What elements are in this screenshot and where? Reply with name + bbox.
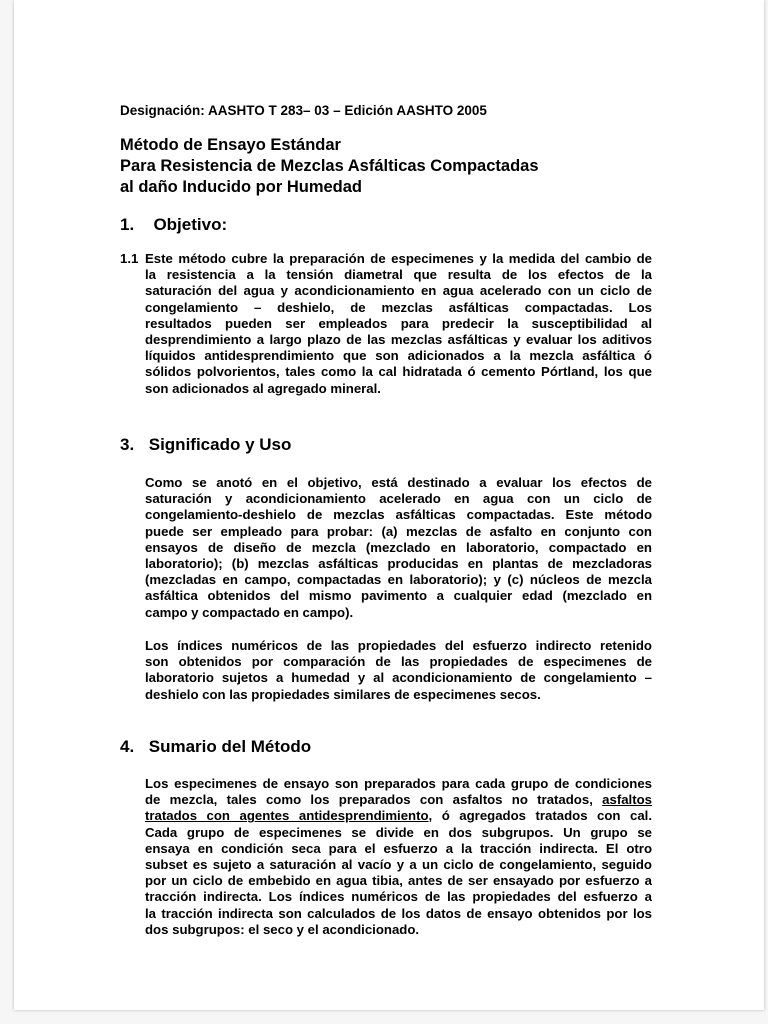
paragraph-line: Los índices numéricos de las propiedades del esfuerzo indirecto retenido	[145, 638, 652, 653]
paragraph-line: tratados con agentes antidesprendimiento, ó agregados tratados con cal.	[145, 808, 652, 824]
paragraph-line: 1.1 Este método cubre la preparación de especimenes y la medida del cambio de	[120, 251, 652, 266]
paragraph-line: resultados pueden ser empleados para predecir la susceptibilidad al	[145, 315, 652, 331]
section-title: Significado y Uso	[148, 435, 292, 454]
underlined-text: tratados con agentes antidesprendimiento	[145, 808, 429, 824]
paragraph-significado-2	[145, 638, 652, 703]
paragraph-line: líquidos antidesprendimiento que son adicionados a la mezcla asfáltica ó	[145, 348, 652, 364]
section-heading-sumario	[120, 737, 311, 757]
paragraph-line: subset es sujeto a saturación al vacío y a un ciclo de congelamiento, seguido	[145, 857, 652, 873]
section-title: Objetivo:	[153, 215, 228, 234]
paragraph-line: (mezcladas en campo, compactadas en laboratorio); y (c) núcleos de mezcla	[145, 572, 652, 588]
title-line: al daño Inducido por Humedad	[120, 178, 363, 196]
paragraph-number: 1.1	[120, 251, 139, 266]
paragraph-line: laboratorio); (b) mezclas asfálticas producidas en plantas de mezcladoras	[145, 556, 652, 572]
designation-line: Designación: AASHTO T 283– 03 – Edición AASHTO 2005	[120, 103, 487, 118]
paragraph-line: Cada grupo de especimenes se divide en dos subgrupos. Un grupo se	[145, 824, 652, 840]
section-heading-objetivo	[120, 215, 227, 235]
section-title: Sumario del Método	[148, 737, 312, 756]
paragraph-significado-1	[145, 475, 652, 621]
paragraph-line: tracción indirecta. Los índices numéricos de las propiedades del esfuerzo a	[145, 889, 652, 905]
paragraph-line: la resistencia a la tensión diametral que resulta de los efectos de la	[145, 267, 652, 283]
paragraph-line: deshielo con las propiedades similares de especimenes secos.	[145, 686, 541, 702]
paragraph-line: son adicionados al agregado mineral.	[145, 380, 381, 396]
paragraph-line: ensayos de diseño de mezcla (mezclado en laboratorio, compactado en	[145, 539, 652, 555]
section-heading-significado	[120, 435, 291, 455]
paragraph-line: puede ser empleado para probar: (a) mezclas de asfalto en conjunto con	[145, 523, 652, 539]
paragraph-line: son obtenidos por comparación de las propiedades de especimenes de	[145, 654, 652, 670]
title-line: Método de Ensayo Estándar	[120, 136, 341, 154]
paragraph-line: saturación del agua y acondicionamiento en agua acelerado con un ciclo de	[145, 283, 652, 299]
paragraph-sumario	[145, 776, 652, 938]
underlined-text: asfaltos	[602, 792, 652, 808]
paragraph-line: de mezcla, tales como los preparados con asfaltos no tratados, asfaltos	[145, 792, 652, 808]
paragraph-line: asfáltica obtenidos del mismo pavimento a cualquier edad (mezclado en	[145, 588, 652, 604]
section-number: 1.	[120, 215, 135, 234]
section-number: 3.	[120, 435, 135, 454]
paragraph-line: la tracción indirecta son calculados de los datos de ensayo obtenidos por los	[145, 905, 652, 921]
paragraph-line: dos subgrupos: el seco y el acondicionado.	[145, 921, 420, 937]
paragraph-line: Como se anotó en el objetivo, está destinado a evaluar los efectos de	[145, 475, 652, 490]
paragraph-line: Los especimenes de ensayo son preparados para cada grupo de condiciones	[145, 776, 652, 791]
paragraph-objetivo	[120, 251, 652, 397]
paragraph-line: por un ciclo de embebido en agua tibia, antes de ser ensayado por esfuerzo a	[145, 873, 652, 889]
paragraph-line: saturación y acondicionamiento acelerado en agua con un ciclo de	[145, 491, 652, 507]
paragraph-line: congelamiento-deshielo de mezclas asfálticas compactadas. Este método	[145, 507, 652, 523]
paragraph-line: sólidos polvorientos, tales como la cal hidratada ó cemento Pórtland, los que	[145, 364, 652, 380]
paragraph-line: campo y compactado en campo).	[145, 604, 354, 620]
paragraph-line: ensaya en condición seca para el esfuerzo a la tracción indirecta. El otro	[145, 840, 652, 856]
section-number: 4.	[120, 737, 135, 756]
title-line: Para Resistencia de Mezclas Asfálticas Compactadas	[120, 157, 539, 175]
paragraph-line: desprendimiento a largo plazo de las mezclas asfálticas y evaluar los aditivos	[145, 332, 652, 348]
document-title	[120, 135, 680, 198]
document-page	[14, 0, 764, 1010]
paragraph-line: laboratorio sujetos a humedad y al acondicionamiento de congelamiento –	[145, 670, 652, 686]
paragraph-line: congelamiento – deshielo, de mezclas asfálticas compactadas. Los	[145, 299, 652, 315]
